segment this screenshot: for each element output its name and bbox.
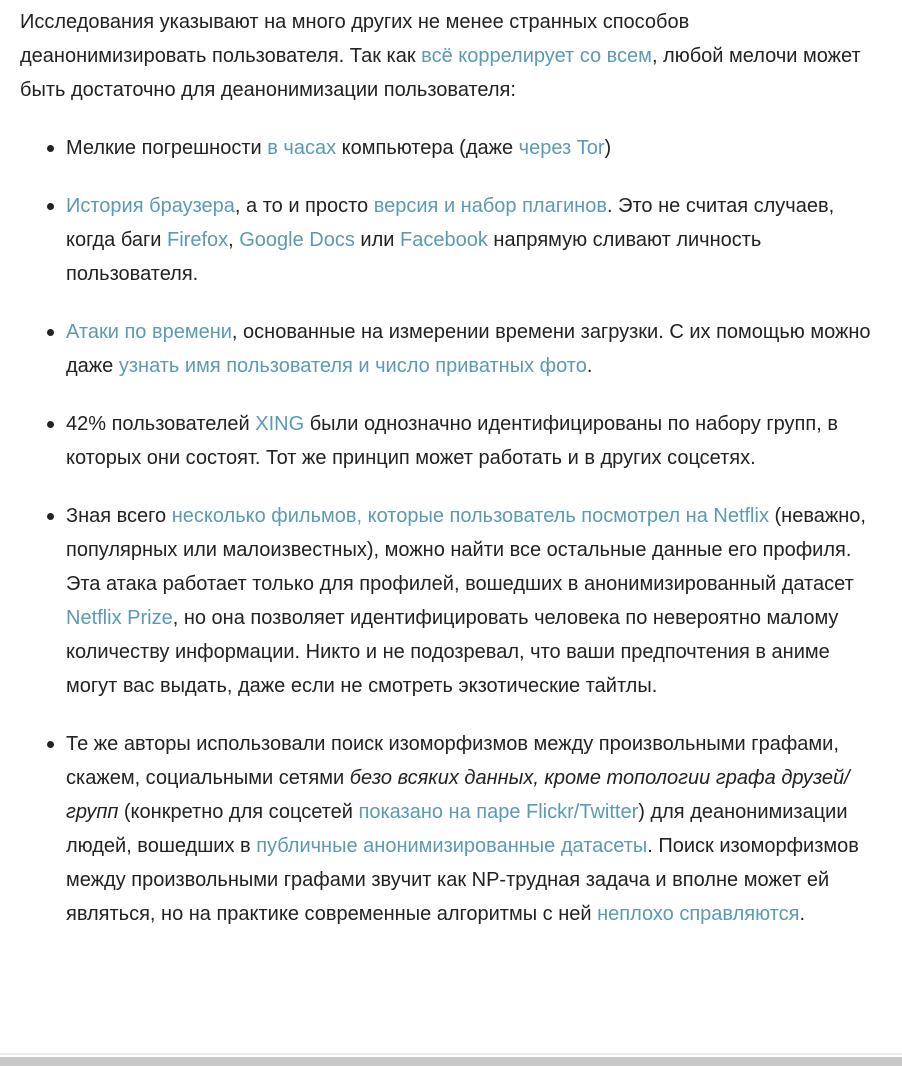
deanonymization-methods-list — [20, 131, 880, 931]
item-text: . — [586, 355, 593, 377]
item-text: 42% пользователей — [66, 413, 256, 435]
horizontal-scrollbar-track[interactable] — [0, 1057, 902, 1066]
list-item-graph-isomorphism — [66, 727, 880, 931]
link-google-docs[interactable]: Google Docs — [239, 229, 355, 251]
item-text: , основанные на измерении времени загрузки. С их помощью можно даже — [66, 321, 871, 377]
item-text: Мелкие погрешности — [66, 137, 268, 159]
link-netflix-prize[interactable]: Netflix Prize — [66, 607, 173, 629]
list-item-netflix — [66, 499, 880, 703]
item-text: Те же авторы использовали поиск изоморфизмов между произвольными графами, скажем, социальными сетями — [66, 733, 839, 789]
link-algorithms-cope[interactable]: неплохо справляются — [597, 903, 800, 925]
bullet-icon — [47, 329, 54, 336]
intro-text: , любой мелочи может быть достаточно для деанонимизации пользователя: — [20, 45, 861, 101]
link-flickr-twitter[interactable]: показано на паре Flickr/Twitter — [358, 801, 639, 823]
list-item-xing — [66, 407, 880, 475]
article-body — [20, 5, 880, 955]
link-public-datasets[interactable]: публичные анонимизированные датасеты — [256, 835, 648, 857]
list-item-browser-history — [66, 189, 880, 291]
item-text: (конкретно для соцсетей — [118, 801, 359, 823]
item-text: компьютера (даже — [336, 137, 519, 159]
link-timing-attacks[interactable]: Атаки по времени — [66, 321, 232, 343]
item-text: , — [228, 229, 240, 251]
intro-paragraph — [20, 5, 880, 107]
link-via-tor[interactable]: через Tor — [518, 137, 605, 159]
bullet-icon — [47, 145, 54, 152]
emphasis-text: безо всяких данных, кроме топологии графа друзей/групп — [66, 767, 850, 823]
item-text: ) — [604, 137, 612, 159]
item-text: напрямую сливают личность пользователя. — [66, 229, 762, 285]
bullet-icon — [47, 203, 54, 210]
link-username-private-photos[interactable]: узнать имя пользователя и число приватных фото — [118, 355, 587, 377]
list-item-timing-attacks — [66, 315, 880, 383]
item-text: . — [799, 903, 805, 925]
item-text: или — [354, 229, 401, 251]
item-text: , но она позволяет идентифицировать человека по невероятно малому количеству информации. Никто и не подозревал, что ваши предпочтения в аниме могут вас выдать, даже если не смотреть экзотические тайтлы. — [66, 607, 839, 697]
link-xing[interactable]: XING — [255, 413, 305, 435]
item-text: . Поиск изоморфизмов между произвольными графами звучит как NP-трудная задача и вполне может ей являться, но на практике современные алгоритмы с ней — [66, 835, 859, 925]
link-facebook[interactable]: Facebook — [400, 229, 488, 251]
item-text: . Это не считая случаев, когда баги — [66, 195, 835, 251]
bullet-icon — [47, 421, 54, 428]
link-browser-history[interactable]: История браузера — [66, 195, 235, 217]
item-text: ) для деанонимизации людей, вошедших в — [66, 801, 848, 857]
item-text: были однозначно идентифицированы по набору групп, в которых они состоят. Тот же принцип может работать и в других соцсетях. — [66, 413, 838, 469]
link-firefox[interactable]: Firefox — [167, 229, 229, 251]
bullet-icon — [47, 513, 54, 520]
item-text: (неважно, популярных или малоизвестных), можно найти все остальные данные его профиля. Эта атака работает только для профилей, вошедших в анонимизированный датасет — [66, 505, 866, 595]
divider — [0, 1053, 902, 1055]
list-item-clock-skew — [66, 131, 880, 165]
item-text: , а то и просто — [234, 195, 374, 217]
bullet-icon — [47, 741, 54, 748]
link-clock[interactable]: в часах — [267, 137, 337, 159]
item-text: Зная всего — [66, 505, 172, 527]
link-plugins[interactable]: версия и набор плагинов — [373, 195, 607, 217]
link-everything-correlates[interactable]: всё коррелирует со всем — [421, 45, 652, 67]
intro-text: Исследования указывают на много других не менее странных способов деанонимизировать пользователя. Так как — [20, 11, 690, 67]
link-netflix-films[interactable]: несколько фильмов, которые пользователь посмотрел на Netflix — [171, 505, 769, 527]
